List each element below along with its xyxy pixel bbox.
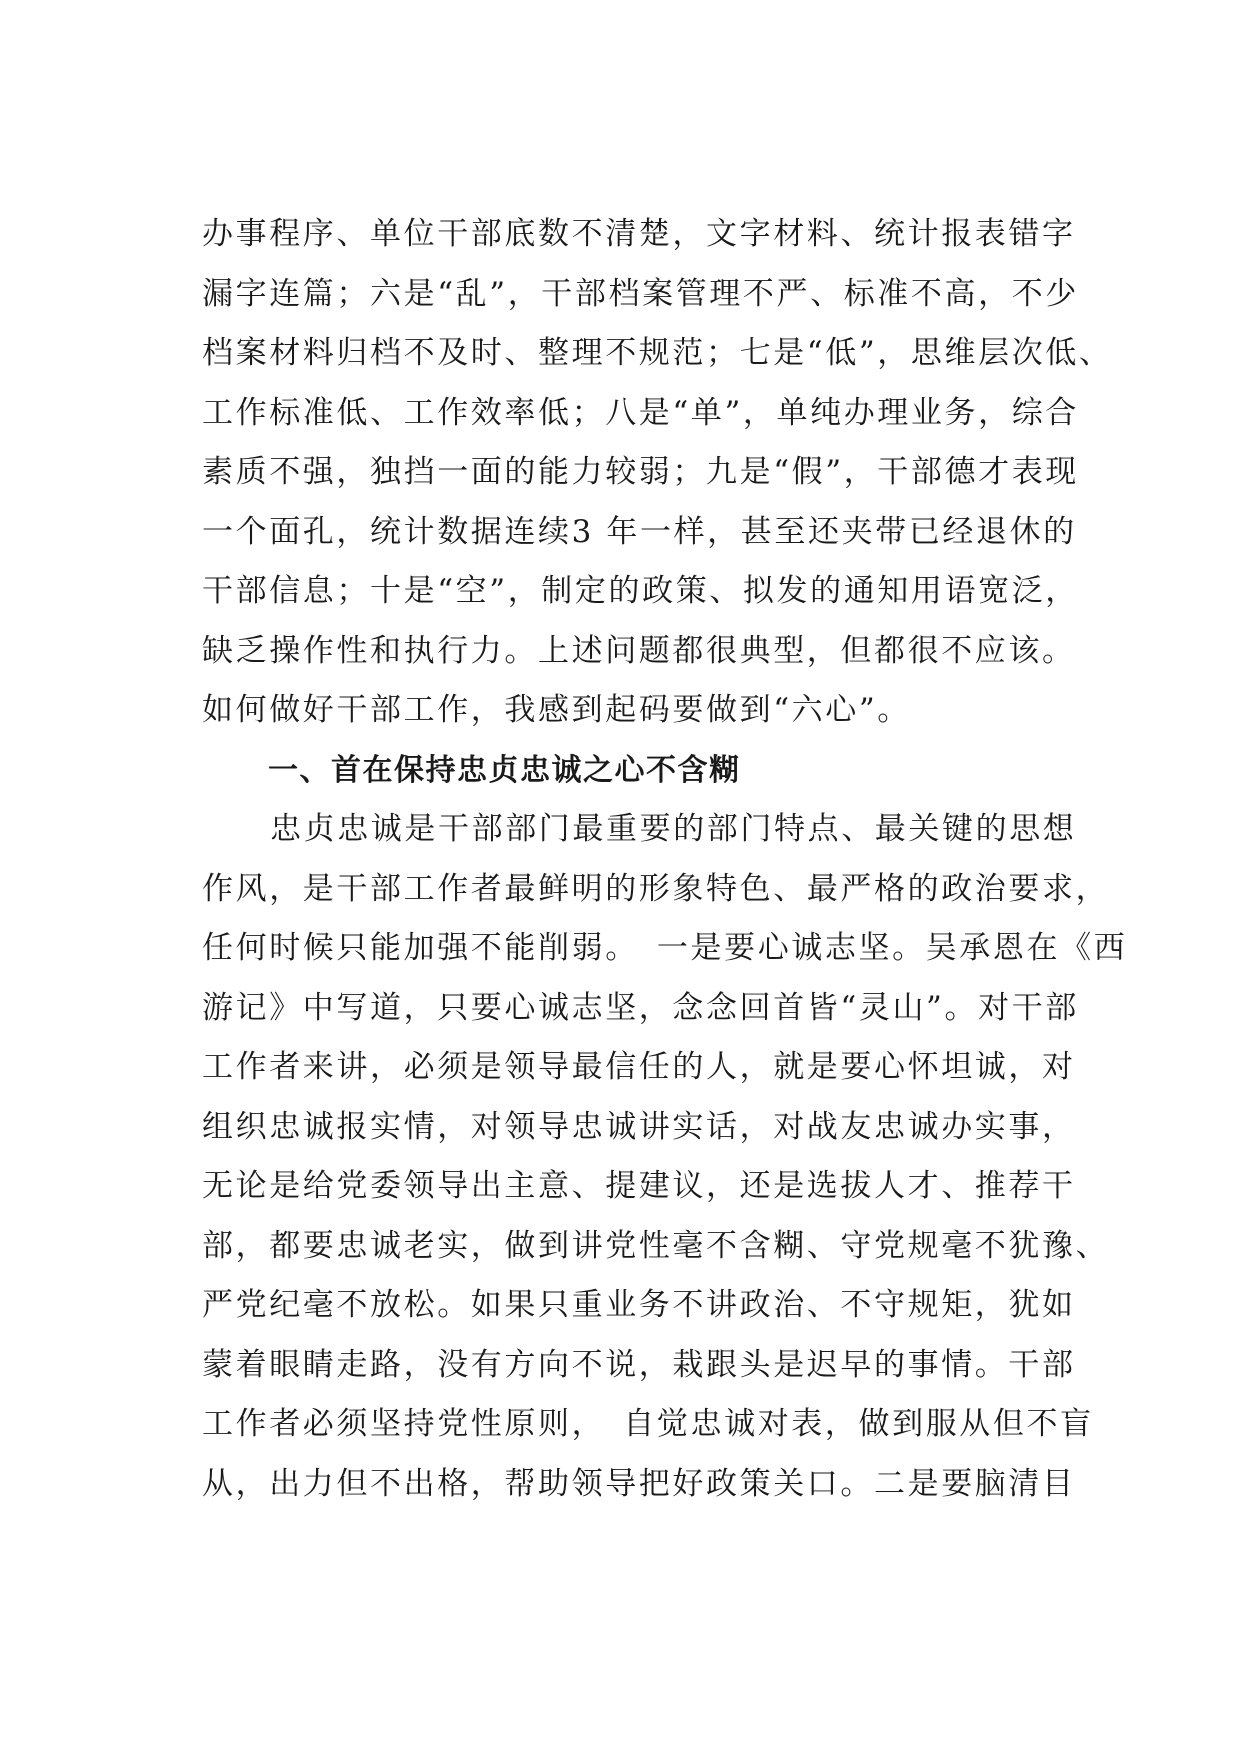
- text-line: 一个面孔，统计数据连续3 年一样，甚至还夹带已经退休的: [202, 513, 1077, 550]
- text-line: 忠贞忠诚是干部部门最重要的部门特点、最关键的思想: [270, 811, 1077, 847]
- text-line: 干部信息；十是“空”，制定的政策、拟发的通知用语宽泛，: [202, 573, 1079, 609]
- text-line: 工作标准低、工作效率低；八是“单”，单纯办理业务，综合: [202, 394, 1079, 431]
- section-heading: 一、首在保持忠贞忠诚之心不含糊: [268, 752, 741, 788]
- text-line: 无论是给党委领导出主意、提建议，还是选拔人才、推荐干: [202, 1168, 1076, 1204]
- text-line: 游记》中写道，只要心诚志坚，念念回首皆“灵山”。对干部: [202, 989, 1079, 1026]
- text-line: 办事程序、单位干部底数不清楚，文字材料、统计报表错字: [202, 216, 1076, 252]
- text-line: 漏字连篇；六是“乱”，干部档案管理不严、标准不高，不少: [202, 275, 1079, 312]
- text-line: 工作者必须坚持党性原则， 自觉忠诚对表，做到服从但不盲: [202, 1406, 1094, 1442]
- text-line: 素质不强，独挡一面的能力较弱；九是“假”，干部德才表现: [202, 454, 1079, 490]
- document-body: [202, 205, 1128, 1514]
- text-line: 工作者来讲，必须是领导最信任的人，就是要心怀坦诚，对: [202, 1049, 1076, 1085]
- text-line: 从，出力但不出格，帮助领导把好政策关口。二是要脑清目: [202, 1465, 1076, 1502]
- text-line: 严党纪毫不放松。如果只重业务不讲政治、不守规矩，犹如: [202, 1287, 1076, 1323]
- text-line: 档案材料归档不及时、整理不规范；七是“低”，思维层次低、: [202, 335, 1113, 371]
- text-line: 作风，是干部工作者最鲜明的形象特色、最严格的政治要求，: [202, 870, 1110, 907]
- text-line: 组织忠诚报实情，对领导忠诚讲实话，对战友忠诚办实事，: [202, 1108, 1076, 1145]
- text-line: 任何时候只能加强不能削弱。 一是要心诚志坚。吴承恩在《西: [202, 930, 1128, 966]
- text-line: 缺乏操作性和执行力。上述问题都很典型，但都很不应该。: [202, 632, 1076, 669]
- text-line: 蒙着眼睛走路，没有方向不说，栽跟头是迟早的事情。干部: [202, 1346, 1076, 1383]
- text-line: 如何做好干部工作，我感到起码要做到“六心”。: [202, 692, 911, 728]
- text-line: 部，都要忠诚老实，做到讲党性毫不含糊、守党规毫不犹豫、: [202, 1227, 1110, 1264]
